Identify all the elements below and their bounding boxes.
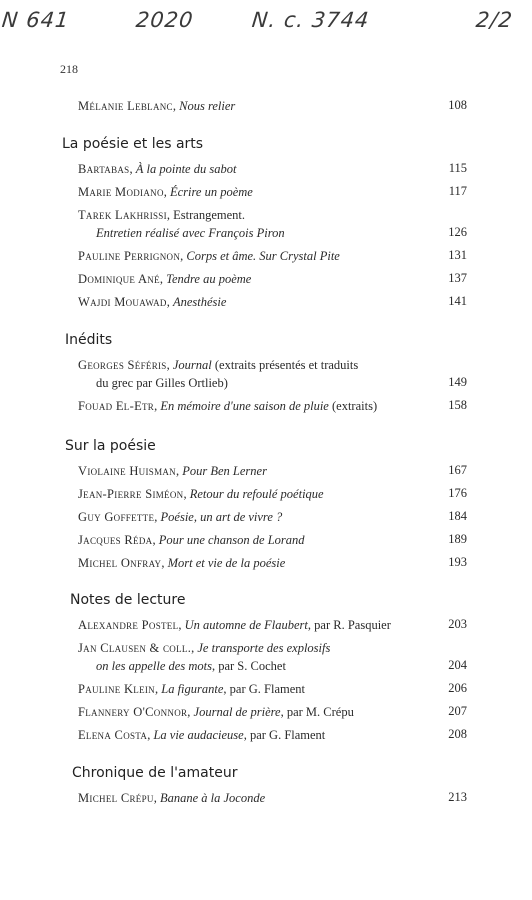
entry-continuation-text: du grec par Gilles Ortlieb) bbox=[96, 376, 228, 390]
section-heading: Sur la poésie bbox=[65, 438, 156, 454]
entry-title: Retour du refoulé poétique bbox=[189, 487, 324, 501]
entry-title: Un automne de Flaubert bbox=[184, 618, 308, 632]
handwritten-note-3: N. c. 3744 bbox=[250, 8, 371, 32]
toc-entry bbox=[78, 184, 253, 200]
toc-entry bbox=[78, 681, 305, 697]
entry-page-number: 131 bbox=[448, 248, 467, 262]
entry-page-number: 189 bbox=[448, 532, 467, 546]
entry-page-number: 126 bbox=[448, 225, 467, 239]
toc-entry bbox=[78, 357, 358, 373]
toc-entry bbox=[78, 790, 265, 806]
entry-author: Georges Séféris bbox=[78, 358, 167, 372]
toc-entry-continuation bbox=[96, 375, 228, 391]
entry-separator: , bbox=[183, 487, 190, 501]
entry-page-number: 141 bbox=[448, 294, 467, 308]
entry-detail: , par S. Cochet bbox=[211, 659, 286, 673]
toc-entry bbox=[78, 509, 282, 525]
toc-entry bbox=[78, 486, 324, 502]
entry-detail: , par R. Pasquier bbox=[307, 618, 391, 632]
toc-entry bbox=[78, 398, 377, 414]
entry-title: Pour une chanson de Lorand bbox=[158, 533, 305, 547]
toc-entry bbox=[78, 704, 354, 720]
entry-page-number: 203 bbox=[448, 617, 467, 631]
entry-author: Fouad El-Etr bbox=[78, 399, 155, 413]
section-heading: Notes de lecture bbox=[70, 592, 186, 608]
entry-author: Alexandre Postel bbox=[78, 618, 179, 632]
section-heading: Inédits bbox=[65, 332, 113, 348]
entry-separator: , bbox=[147, 728, 154, 742]
entry-separator: , bbox=[129, 162, 136, 176]
entry-separator: , bbox=[153, 791, 160, 805]
toc-entry-continuation bbox=[96, 225, 285, 241]
entry-detail: , par G. Flament bbox=[243, 728, 326, 742]
entry-title: Je transporte des explosifs bbox=[197, 641, 331, 655]
entry-continuation-text: Entretien réalisé avec François Piron bbox=[96, 226, 285, 240]
entry-author: Violaine Huisman bbox=[78, 464, 176, 478]
toc-entry-continuation bbox=[96, 658, 286, 674]
entry-author: Pauline Perrignon bbox=[78, 249, 181, 263]
entry-separator: , bbox=[191, 641, 198, 655]
handwritten-note-1: N 641 bbox=[0, 8, 71, 32]
toc-entry bbox=[78, 207, 245, 223]
entry-page-number: 206 bbox=[448, 681, 467, 695]
entry-separator: , bbox=[152, 533, 159, 547]
page-number: 218 bbox=[60, 62, 78, 76]
entry-separator: , bbox=[178, 618, 185, 632]
toc-entry bbox=[78, 271, 251, 287]
entry-title: Pour Ben Lerner bbox=[182, 464, 267, 478]
entry-title: Poésie, un art de vivre ? bbox=[160, 510, 283, 524]
entry-page-number: 184 bbox=[448, 509, 467, 523]
entry-separator: , bbox=[154, 399, 161, 413]
section-heading: Chronique de l'amateur bbox=[72, 765, 238, 781]
entry-title: La figurante bbox=[161, 682, 224, 696]
handwritten-note-2: 2020 bbox=[134, 8, 195, 32]
entry-page-number: 204 bbox=[448, 658, 467, 672]
entry-title: La vie audacieuse bbox=[153, 728, 244, 742]
entry-page-number: 137 bbox=[448, 271, 467, 285]
entry-author: Michel Onfray bbox=[78, 556, 162, 570]
entry-page-number: 213 bbox=[448, 790, 467, 804]
entry-page-number: 176 bbox=[448, 486, 467, 500]
entry-detail: , par M. Crépu bbox=[280, 705, 354, 719]
entry-page-number: 208 bbox=[448, 727, 467, 741]
entry-detail: (extraits) bbox=[328, 399, 378, 413]
entry-separator: , bbox=[180, 249, 187, 263]
toc-entry bbox=[78, 555, 285, 571]
toc-entry bbox=[78, 463, 267, 479]
entry-author: Pauline Klein bbox=[78, 682, 155, 696]
entry-author: Dominique Ané bbox=[78, 272, 160, 286]
entry-title-continued: on les appelle des mots bbox=[96, 659, 212, 673]
entry-separator: , bbox=[166, 295, 173, 309]
toc-entry bbox=[78, 294, 226, 310]
entry-page-number: 149 bbox=[448, 375, 467, 389]
entry-author: Bartabas bbox=[78, 162, 130, 176]
entry-author: Jean-Pierre Siméon bbox=[78, 487, 184, 501]
entry-author: Jacques Réda bbox=[78, 533, 153, 547]
entry-separator: , bbox=[172, 99, 180, 113]
handwritten-note-4: 2/2 bbox=[474, 8, 515, 32]
entry-separator: , bbox=[163, 185, 170, 199]
entry-title: Journal de prière bbox=[193, 705, 281, 719]
entry-page-number: 193 bbox=[448, 555, 467, 569]
entry-title: Corps et âme. Sur Crystal Pite bbox=[186, 249, 340, 263]
section-heading: La poésie et les arts bbox=[62, 136, 204, 152]
entry-title: Anesthésie bbox=[172, 295, 227, 309]
entry-author: Flannery O'Connor bbox=[78, 705, 188, 719]
toc-entry bbox=[78, 161, 236, 177]
entry-author: Jan Clausen & coll. bbox=[78, 641, 192, 655]
toc-entry bbox=[78, 727, 325, 743]
entry-author: Elena Costa bbox=[78, 728, 148, 742]
entry-title: Nous relier bbox=[179, 99, 236, 113]
toc-entry bbox=[78, 640, 330, 656]
entry-title: Banane à la Joconde bbox=[159, 791, 266, 805]
toc-entry bbox=[78, 617, 391, 633]
entry-title: Tendre au poème bbox=[166, 272, 252, 286]
entry-author: Mélanie Leblanc bbox=[78, 99, 173, 113]
entry-separator: , bbox=[166, 358, 173, 372]
entry-separator: , bbox=[159, 272, 167, 286]
entry-author: Wajdi Mouawad bbox=[78, 295, 167, 309]
entry-separator: , bbox=[155, 682, 162, 696]
entry-page-number: 167 bbox=[448, 463, 467, 477]
entry-author: Michel Crépu bbox=[78, 791, 154, 805]
entry-page-number: 115 bbox=[448, 161, 467, 175]
toc-entry bbox=[78, 532, 305, 548]
entry-title: Journal bbox=[172, 358, 212, 372]
entry-page-number: 108 bbox=[448, 98, 467, 112]
entry-separator: , bbox=[161, 556, 168, 570]
entry-page-number: 117 bbox=[448, 184, 467, 198]
entry-page-number: 207 bbox=[448, 704, 467, 718]
entry-separator: , Estrangement. bbox=[166, 208, 246, 222]
entry-title: En mémoire d'une saison de pluie bbox=[160, 399, 329, 413]
entry-author: Marie Modiano bbox=[78, 185, 164, 199]
entry-separator: , bbox=[154, 510, 161, 524]
toc-entry bbox=[78, 98, 235, 114]
entry-detail: , par G. Flament bbox=[223, 682, 306, 696]
entry-detail: (extraits présentés et traduits bbox=[211, 358, 359, 372]
entry-title: Mort et vie de la poésie bbox=[167, 556, 286, 570]
entry-author: Guy Goffette bbox=[78, 510, 155, 524]
entry-page-number: 158 bbox=[448, 398, 467, 412]
entry-title: À la pointe du sabot bbox=[135, 162, 237, 176]
toc-entry bbox=[78, 248, 340, 264]
entry-title: Écrire un poème bbox=[170, 185, 253, 199]
entry-separator: , bbox=[187, 705, 194, 719]
entry-author: Tarek Lakhrissi bbox=[78, 208, 167, 222]
entry-separator: , bbox=[175, 464, 183, 478]
